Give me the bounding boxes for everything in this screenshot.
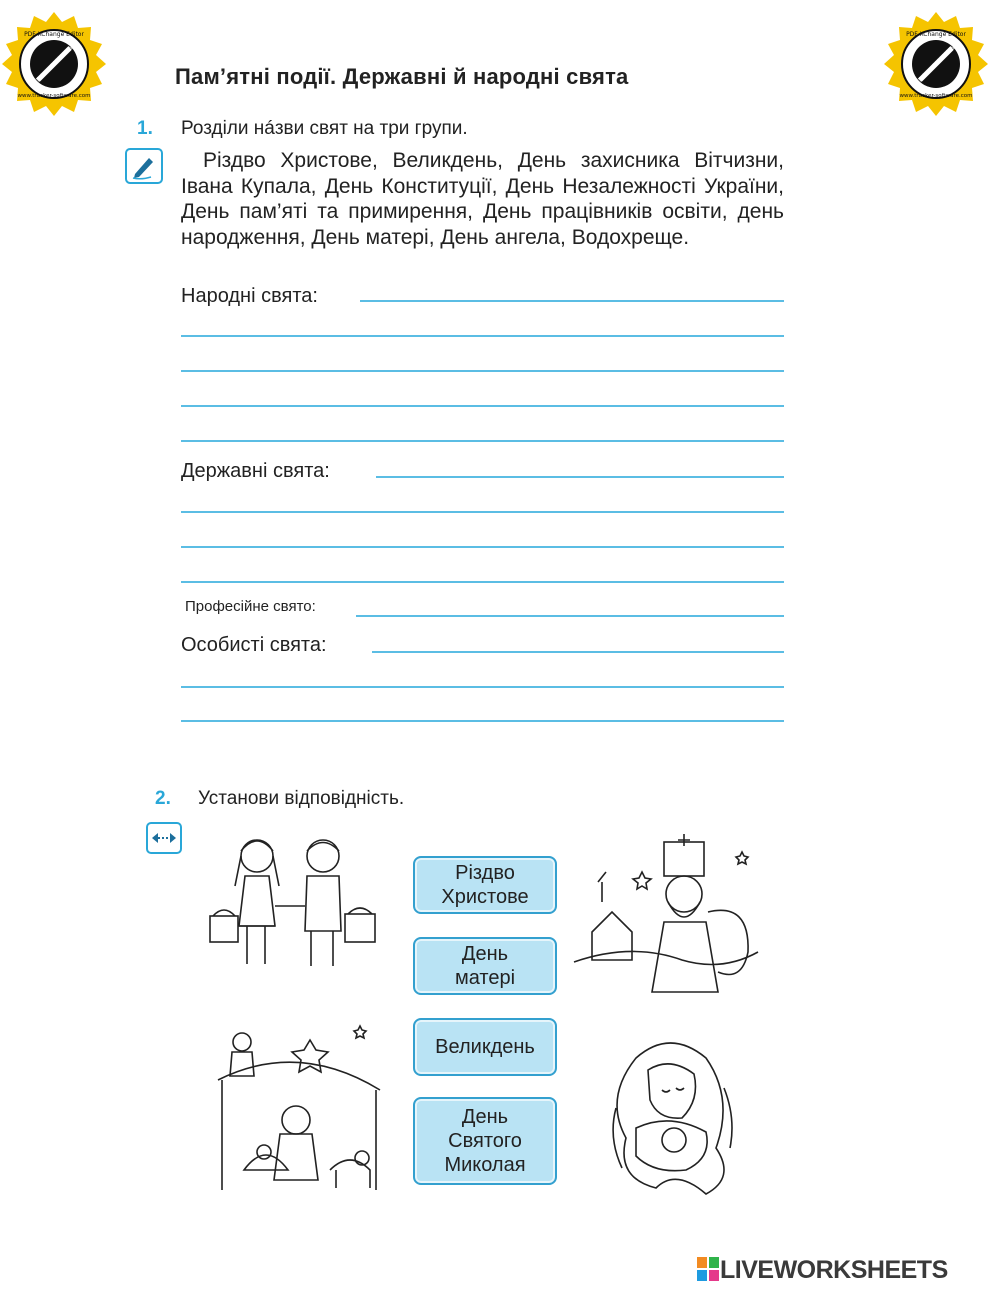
pencil-icon [125,148,163,184]
option-mothers-day[interactable]: День матері [413,937,557,995]
answer-line[interactable] [181,405,784,407]
answer-line[interactable] [181,581,784,583]
badge-url-text: www.tracker-software.com [17,93,91,99]
badge-editor-text: PDF-XChange Editor [906,31,966,38]
holiday-list-text [181,148,784,250]
answer-line[interactable] [181,720,784,722]
option-christmas[interactable]: Різдво Христове [413,856,557,914]
answer-line[interactable] [181,546,784,548]
mother-and-child-illustration[interactable] [596,1028,744,1198]
badge-buy-text: Click to BUY NOW! [914,42,959,87]
badge-buy-text: Click to BUY NOW! [32,42,77,87]
answer-line[interactable] [181,511,784,513]
option-st-nicholas-day[interactable]: День Святого Миколая [413,1097,557,1185]
children-easter-illustration[interactable] [205,826,383,976]
page-title: Пам’ятні події. Державні й народні свята [175,64,629,89]
folk-holidays-label: Народні свята: [181,285,324,308]
task1-number: 1. [137,118,153,139]
answer-line[interactable] [360,300,784,302]
match-arrows-icon [146,822,182,854]
nativity-illustration[interactable] [210,1020,386,1198]
st-nicholas-illustration[interactable] [572,832,760,1000]
state-holidays-label: Державні свята: [181,460,336,483]
answer-line[interactable] [372,651,784,653]
professional-holiday-label: Професійне свято: [185,598,322,615]
liveworksheets-logo-icon [697,1257,719,1281]
option-easter[interactable]: Великдень [413,1018,557,1076]
task2-number: 2. [155,788,171,809]
personal-holidays-label: Особисті свята: [181,634,333,657]
answer-line[interactable] [181,370,784,372]
answer-line[interactable] [181,440,784,442]
pdf-xchange-badge-left[interactable] [0,8,114,128]
answer-line[interactable] [356,615,784,617]
task1-instruction: Розділи нáзви свят на три групи. [181,118,468,139]
task2-instruction: Установи відповідність. [198,788,405,809]
badge-editor-text: PDF-XChange Editor [24,31,84,38]
answer-line[interactable] [181,335,784,337]
pdf-xchange-badge-right[interactable] [876,8,996,128]
liveworksheets-brand[interactable]: LIVEWORKSHEETS [720,1256,948,1284]
answer-line[interactable] [181,686,784,688]
holiday-list-content: Різдво Христове, Великдень, День захисника Вітчизни, Івана Купала, День Конституції, День Незалежності України, День пам’яті та примирення, День працівників освіти, день народження, День матері, День ангела, Водохреще. [181,149,784,249]
badge-url-text: www.tracker-software.com [899,93,973,99]
answer-line[interactable] [376,476,784,478]
